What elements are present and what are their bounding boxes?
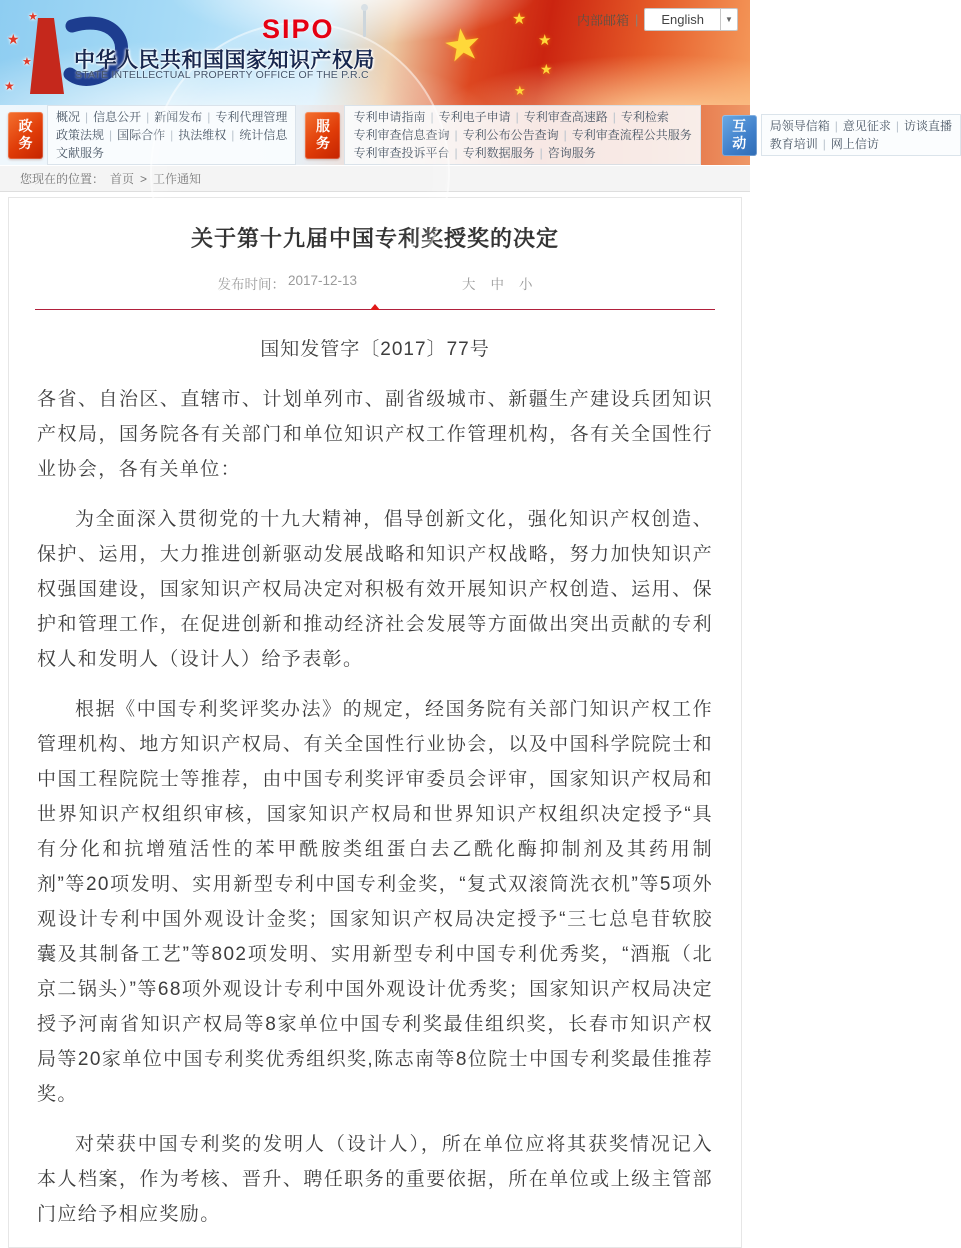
publish-time-label: 发布时间： — [217, 277, 285, 292]
flagpole-decoration — [363, 9, 366, 37]
nav-link[interactable]: 执法维权 — [178, 128, 227, 142]
nav-link[interactable]: 教育培训 — [769, 137, 818, 151]
nav-separator: | — [454, 128, 458, 142]
nav-links-row — [770, 135, 952, 153]
nav-link[interactable]: 国际合作 — [117, 128, 166, 142]
nav-link[interactable]: 专利电子申请 — [438, 110, 511, 124]
org-title-cn: 中华人民共和国国家知识产权局 — [74, 49, 375, 72]
sipo-wordmark: SIPO — [262, 14, 335, 44]
flag-star-icon: ★ — [538, 32, 552, 49]
site-header — [0, 0, 750, 105]
nav-separator: | — [454, 146, 458, 160]
nav-separator: | — [563, 128, 567, 142]
paragraph: 国知发管字〔2017〕77号 — [260, 339, 490, 360]
star-icon: ★ — [7, 31, 20, 47]
paragraph: 对荣获中国专利奖的发明人（设计人），所在单位应将其获奖情况记入本人档案，作为考核、晋升、聘任职务的重要依据，所在单位或上级主管部门应给予相应奖励。 — [37, 1134, 713, 1225]
nav-tab-zhengwu[interactable] — [8, 112, 43, 159]
font-size-medium-button[interactable]: 中 — [490, 277, 505, 292]
page-title: 关于第十九届中国专利奖授奖的决定 — [190, 226, 559, 251]
font-size-small-button[interactable]: 小 — [519, 277, 533, 292]
nav-link[interactable]: 访谈直播 — [904, 119, 953, 133]
content-panel — [8, 197, 742, 1248]
breadcrumb-label: 您现在的位置： — [20, 172, 105, 186]
nav-tab-char: 互 — [732, 118, 747, 134]
utility-bar — [577, 8, 738, 31]
paragraph: 为全面深入贯彻党的十九大精神，倡导创新文化，强化知识产权创造、保护、运用，大力推进创新驱动发展战略和知识产权战略，努力加快知识产权强国建设，国家知识产权局决定对积极有效开展知识产权创造、运用、保护和管理工作，在促进创新和推动经济社会发展等方面做出突出贡献的专利权人和发明人（设计人）给予表彰。 — [37, 509, 713, 670]
nav-separator: | — [146, 110, 150, 124]
nav-links-panel — [761, 114, 961, 156]
nav-tab-hudong[interactable] — [722, 115, 757, 156]
star-icon: ★ — [4, 79, 15, 93]
breadcrumb-separator: > — [140, 171, 148, 186]
nav-group-hudong — [722, 114, 961, 156]
nav-separator: | — [612, 110, 616, 124]
star-icon: ★ — [28, 11, 38, 23]
nav-link[interactable]: 咨询服务 — [547, 146, 596, 160]
nav-links-row — [770, 117, 952, 135]
nav-link[interactable]: 专利审查高速路 — [523, 110, 608, 124]
nav-link[interactable]: 专利审查流程公共服务 — [571, 128, 692, 142]
flag-star-icon: ★ — [514, 83, 526, 98]
nav-link[interactable]: 意见征求 — [842, 119, 891, 133]
nav-separator: | — [430, 110, 434, 124]
star-icon: ★ — [22, 56, 32, 68]
nav-separator: | — [539, 146, 543, 160]
nav-separator: | — [895, 119, 900, 133]
nav-link[interactable]: 专利代理管理 — [215, 110, 288, 124]
nav-link[interactable]: 概况 — [56, 110, 81, 124]
article-body — [9, 310, 741, 1232]
nav-link[interactable]: 局领导信箱 — [769, 119, 830, 133]
flag-star-icon: ★ — [540, 61, 553, 77]
nav-link[interactable]: 文献服务 — [56, 146, 105, 160]
nav-link[interactable]: 新闻发布 — [154, 110, 203, 124]
nav-separator: | — [231, 128, 235, 142]
nav-separator: | — [834, 119, 838, 133]
nav-tab-char: 务 — [18, 135, 33, 151]
utility-divider: | — [634, 12, 639, 27]
nav-link[interactable]: 信息公开 — [93, 110, 142, 124]
nav-tab-char: 动 — [732, 135, 747, 151]
flag-star-icon: ★ — [439, 18, 486, 73]
nav-link[interactable]: 政策法规 — [56, 128, 105, 142]
breadcrumb-home-link[interactable]: 首页 — [110, 172, 135, 186]
nav-link[interactable]: 专利数据服务 — [462, 146, 535, 160]
nav-tab-char: 务 — [315, 135, 330, 151]
publish-time-value: 2017-12-13 — [287, 273, 358, 288]
nav-separator: | — [109, 128, 113, 142]
nav-separator: | — [207, 110, 211, 124]
paragraph: 根据《中国专利奖评奖办法》的规定，经国务院有关部门知识产权工作管理机构、地方知识产权局、有关全国性行业协会，以及中国科学院院士和中国工程院院士等推荐，由中国专利奖评审委员会评审，国家知识产权局和世界知识产权组织审核，国家知识产权局和世界知识产权组织决定授予“具有分化和抗增殖活性的苯甲酰胺类组蛋白去乙酰化酶抑制剂及其药用制剂”等20项发明、实用新型专利中国专利金奖，“复式双滚筒洗衣机”等5项外观设计专利中国外观设计金奖；国家知识产权局决定授予“三七总皂苷软胶囊及其制备工艺”等802项发明、实用新型专利中国专利优秀奖，“酒瓶（北京二锅头）”等68项外观设计专利中国外观设计优秀奖；国家知识产权局决定授予河南省知识产权局等8家单位中国专利奖最佳组织奖，长春市知识产权局等20家单位中国专利奖优秀组织奖,陈志南等8位院士中国专利奖最佳推荐奖。 — [37, 699, 713, 1105]
font-size-large-button[interactable]: 大 — [462, 277, 476, 292]
nav-link[interactable]: 专利申请指南 — [353, 110, 426, 124]
nav-link[interactable]: 专利检索 — [620, 110, 669, 124]
org-title-en: STATE INTELLECTUAL PROPERTY OFFICE OF THE P.R.C — [75, 69, 369, 81]
nav-separator: | — [170, 128, 174, 142]
nav-separator: | — [515, 110, 519, 124]
internal-mailbox-link[interactable]: 内部邮箱 — [576, 13, 629, 28]
english-language-button[interactable] — [644, 8, 738, 31]
nav-separator: | — [85, 110, 89, 124]
nav-separator: | — [822, 137, 826, 151]
english-label: English — [644, 8, 720, 31]
breadcrumb-current-link[interactable]: 工作通知 — [153, 172, 202, 186]
nav-link[interactable]: 统计信息 — [239, 128, 288, 142]
nav-tab-char: 政 — [18, 118, 33, 134]
nav-tab-char: 服 — [315, 118, 330, 134]
nav-link[interactable]: 专利审查信息查询 — [353, 128, 450, 142]
nav-link[interactable]: 专利审查投诉平台 — [353, 146, 450, 160]
chevron-down-icon: ▼ — [720, 8, 738, 31]
nav-link[interactable]: 网上信访 — [830, 137, 879, 151]
font-size-switcher — [462, 273, 533, 293]
flag-star-icon: ★ — [512, 11, 527, 28]
paragraph: 各省、自治区、直辖市、计划单列市、副省级城市、新疆生产建设兵团知识产权局，国务院各有关部门和单位知识产权工作管理机构，各有关全国性行业协会，各有关单位： — [37, 389, 713, 480]
title-divider — [35, 309, 715, 310]
nav-link[interactable]: 专利公布公告查询 — [462, 128, 559, 142]
